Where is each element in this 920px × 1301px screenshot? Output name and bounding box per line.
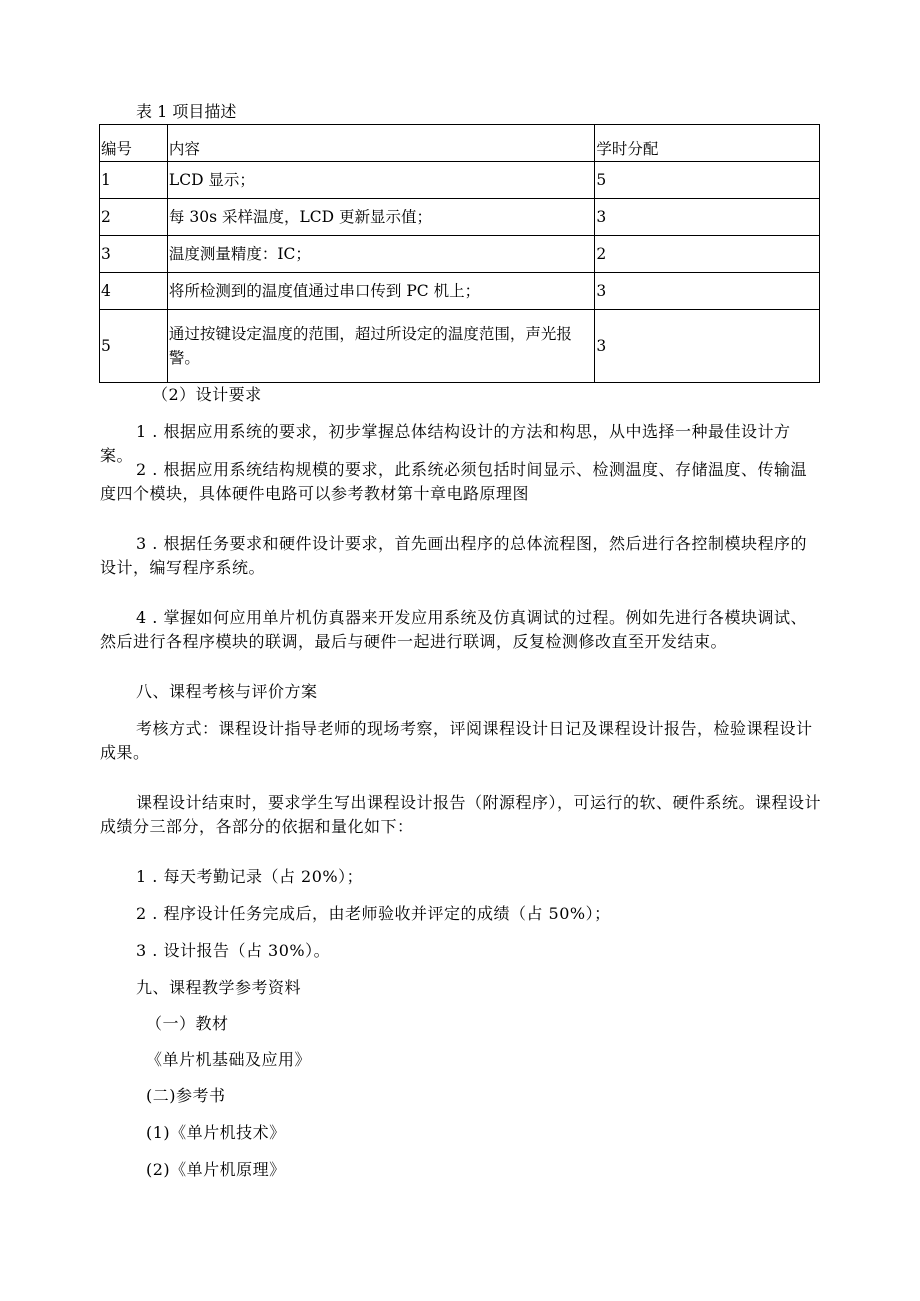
section8-heading: 八、课程考核与评价方案 bbox=[136, 682, 318, 701]
header-cell-content: 内容 bbox=[167, 125, 594, 162]
cell-hours: 3 bbox=[595, 310, 820, 383]
cell-number: 4 bbox=[100, 273, 168, 310]
table-row bbox=[100, 273, 820, 310]
grade-item-1: 1 . 每天考勤记录（占 20%）； bbox=[136, 867, 364, 886]
table-caption: 表 1 项目描述 bbox=[136, 102, 237, 121]
section9-heading: 九、课程教学参考资料 bbox=[136, 978, 302, 997]
cell-hours: 3 bbox=[595, 199, 820, 236]
section8-assessment-method: 考核方式：课程设计指导老师的现场考察，评阅课程设计日记及课程设计报告，检验课程设计成果。 bbox=[100, 719, 813, 762]
grade-item-2: 2 . 程序设计任务完成后，由老师验收并评定的成绩（占 50%）； bbox=[136, 904, 611, 923]
table-row bbox=[100, 199, 820, 236]
requirement-item-2: 2 . 根据应用系统结构规模的要求，此系统必须包括时间显示、检测温度、存储温度、传输温度四个模块，具体硬件电路可以参考教材第十章电路原理图 bbox=[100, 460, 807, 503]
textbook-title: 《单片机基础及应用》 bbox=[146, 1050, 312, 1069]
cell-content: 温度测量精度：IC； bbox=[167, 236, 594, 273]
requirement-item-1: 1 . 根据应用系统的要求，初步掌握总体结构设计的方法和构思，从中选择一种最佳设计方案。 bbox=[100, 422, 791, 465]
table-row bbox=[100, 236, 820, 273]
cell-hours: 3 bbox=[595, 273, 820, 310]
cell-content: LCD 显示； bbox=[167, 162, 594, 199]
cell-content: 每 30s 采样温度，LCD 更新显示值； bbox=[167, 199, 594, 236]
cell-number: 2 bbox=[100, 199, 168, 236]
cell-hours: 5 bbox=[595, 162, 820, 199]
section8-report-requirement: 课程设计结束时，要求学生写出课程设计报告（附源程序），可运行的软、硬件系统。课程设计成绩分三部分，各部分的依据和量化如下： bbox=[100, 793, 822, 836]
project-description-table bbox=[99, 124, 820, 383]
reference-item-1: (1)《单片机技术》 bbox=[146, 1123, 286, 1142]
grade-item-3: 3 . 设计报告（占 30%）。 bbox=[136, 941, 331, 960]
design-requirements-heading: （2）设计要求 bbox=[152, 385, 262, 404]
table-header-row bbox=[100, 125, 820, 162]
cell-hours: 2 bbox=[595, 236, 820, 273]
reference-heading: (二)参考书 bbox=[146, 1086, 226, 1105]
reference-item-2: (2)《单片机原理》 bbox=[146, 1160, 286, 1179]
header-cell-number: 编号 bbox=[100, 125, 168, 162]
header-cell-hours: 学时分配 bbox=[595, 125, 820, 162]
requirement-item-4: 4 . 掌握如何应用单片机仿真器来开发应用系统及仿真调试的过程。例如先进行各模块调试、然后进行各程序模块的联调，最后与硬件一起进行联调，反复检测修改直至开发结束。 bbox=[100, 608, 807, 651]
textbook-heading: （一）教材 bbox=[146, 1014, 229, 1033]
requirement-item-3: 3 . 根据任务要求和硬件设计要求，首先画出程序的总体流程图，然后进行各控制模块程序的设计，编写程序系统。 bbox=[100, 534, 807, 577]
table-row bbox=[100, 310, 820, 383]
table-row bbox=[100, 162, 820, 199]
cell-number: 1 bbox=[100, 162, 168, 199]
cell-number: 3 bbox=[100, 236, 168, 273]
cell-content: 通过按键设定温度的范围，超过所设定的温度范围，声光报警。 bbox=[167, 310, 594, 383]
cell-number: 5 bbox=[100, 310, 168, 383]
cell-content: 将所检测到的温度值通过串口传到 PC 机上； bbox=[167, 273, 594, 310]
